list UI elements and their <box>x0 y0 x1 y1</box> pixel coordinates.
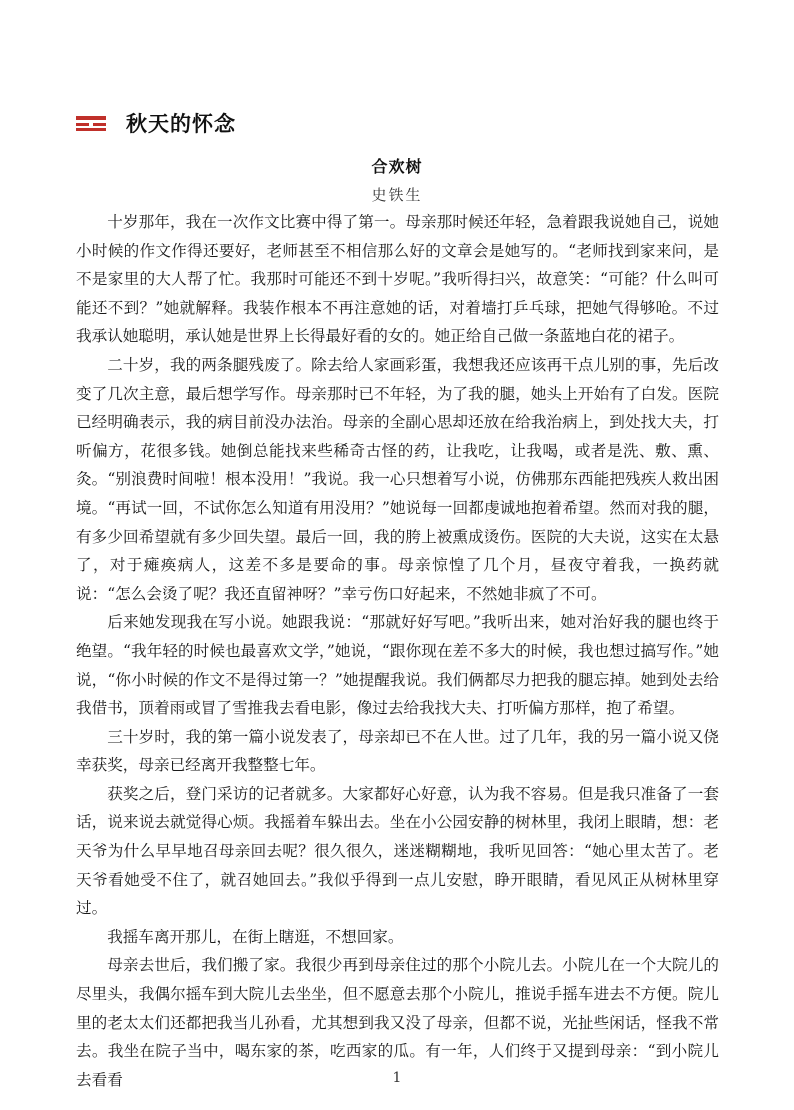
section-title: 秋天的怀念 <box>126 112 236 136</box>
paragraph: 获奖之后，登门采访的记者就多。大家都好心好意，认为我不容易。但是我只准备了一套话，说来说去就觉得心烦。我摇着车躲出去。坐在小公园安静的树林里，我闭上眼睛，想：老天爷为什么早早地召母亲回去呢？很久很久，迷迷糊糊地，我听见回答：“她心里太苦了。老天爷看她受不住了，就召她回去。”我似乎得到一点儿安慰，睁开眼睛，看见风正从树林里穿过。 <box>76 784 719 918</box>
paragraph: 我摇车离开那儿，在街上瞎逛，不想回家。 <box>107 927 404 946</box>
paragraph: 三十岁时，我的第一篇小说发表了，母亲却已不在人世。过了几年，我的另一篇小说又侥幸获奖，母亲已经离开我整整七年。 <box>76 727 719 775</box>
paragraph: 十岁那年，我在一次作文比赛中得了第一。母亲那时候还年轻，急着跟我说她自己，说她小时候的作文作得还要好，老师甚至不相信那么好的文章会是她写的。“老师找到家来问，是不是家里的大人帮了忙。我那时可能还不到十岁呢。”我听得扫兴，故意笑：“可能？什么叫可能还不到？”她就解释。我装作根本不再注意她的话，对着墙打乒乓球，把她气得够呛。不过我承认她聪明，承认她是世界上长得最好看的女的。她正给自己做一条蓝地白花的裙子。 <box>76 213 719 346</box>
page-number: 1 <box>392 1070 402 1086</box>
red-double-bar-ornament-icon <box>76 114 106 132</box>
article-title: 合欢树 <box>371 157 423 176</box>
paragraph: 二十岁，我的两条腿残废了。除去给人家画彩蛋，我想我还应该再干点儿别的事，先后改变了几次主意，最后想学写作。母亲那时已不年轻，为了我的腿，她头上开始有了白发。医院已经明确表示，我的病目前没办法治。母亲的全副心思却还放在给我治病上，到处找大夫，打听偏方，花很多钱。她倒总能找来些稀奇古怪的药，让我吃，让我喝，或者是洗、敷、熏、灸。“别浪费时间啦！根本没用！”我说。我一心只想着写小说，仿佛那东西能把残疾人救出困境。“再试一回，不试你怎么知道有用没用？”她说每一回都虔诚地抱着希望。然而对我的腿，有多少回希望就有多少回失望。最后一回，我的胯上被熏成烫伤。医院的大夫说，这实在太悬了，对于瘫痪病人，这差不多是要命的事。母亲惊惶了几个月，昼夜守着我，一换药就说：“怎么会烫了呢？我还直留神呀？”幸亏伤口好起来，不然她非疯了不可。 <box>76 355 719 603</box>
article-author: 史铁生 <box>371 186 423 204</box>
article-body <box>76 208 719 1094</box>
paragraph: 母亲去世后，我们搬了家。我很少再到母亲住过的那个小院儿去。小院儿在一个大院儿的尽里头，我偶尔摇车到大院儿去坐坐，但不愿意去那个小院儿，推说手摇车进去不方便。院儿里的老太太们还都把我当儿孙看，尤其想到我又没了母亲，但都不说，光扯些闲话，怪我不常去。我坐在院子当中，喝东家的茶，吃西家的瓜。有一年，人们终于又提到母亲：“到小院儿去看看 <box>76 956 719 1089</box>
section-header <box>76 106 236 140</box>
paragraph: 后来她发现我在写小说。她跟我说：“那就好好写吧。”我听出来，她对治好我的腿也终于绝望。“我年轻的时候也最喜欢文学，”她说，“跟你现在差不多大的时候，我也想过搞写作。”她说，“你小时候的作文不是得过第一？”她提醒我说。我们俩都尽力把我的腿忘掉。她到处去给我借书，顶着雨或冒了雪推我去看电影，像过去给我找大夫、打听偏方那样，抱了希望。 <box>76 613 719 718</box>
